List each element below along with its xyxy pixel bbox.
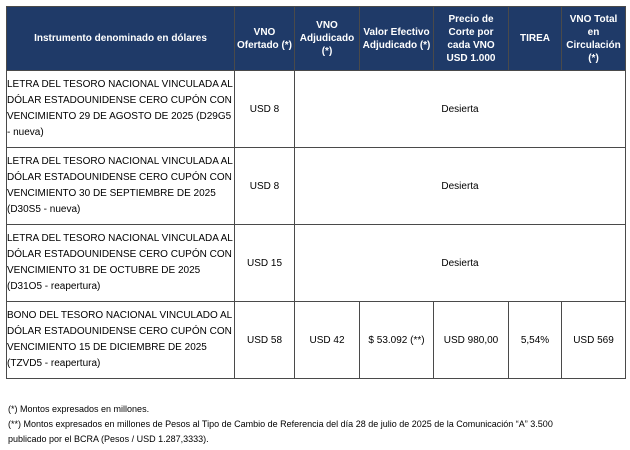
instrument-name: LETRA DEL TESORO NACIONAL VINCULADA AL DÓLAR ESTADOUNIDENSE CERO CUPÓN CON VENCIMIENTO 31 DE OCTUBRE DE 2025	[7, 233, 233, 276]
cut-price-cell: USD 980,00	[434, 302, 509, 379]
status-cell: Desierta	[295, 225, 626, 302]
footnote-amounts: (*) Montos expresados en millones.	[8, 404, 150, 414]
table-row	[7, 71, 626, 148]
instrument-name: BONO DEL TESORO NACIONAL VINCULADO AL DÓLAR ESTADOUNIDENSE CERO CUPÓN CON VENCIMIENTO 15 DE DICIEMBRE DE 2025	[7, 310, 232, 353]
instrument-cell	[7, 225, 235, 302]
footnote-exchange-rate: (**) Montos expresados en millones de Pesos al Tipo de Cambio de Referencia del día 28 de julio de 2025 de la Comunicación “A” 3.500	[8, 419, 553, 429]
vno-awarded-cell: USD 42	[295, 302, 360, 379]
table-row	[7, 148, 626, 225]
status-cell: Desierta	[295, 148, 626, 225]
header-cut-price: Precio de Corte por cada VNO USD 1.000	[434, 7, 509, 71]
table-header-row	[7, 7, 626, 71]
instrument-code: (D31O5 - reapertura)	[7, 281, 101, 292]
effective-value-cell: $ 53.092 (**)	[360, 302, 434, 379]
instrument-cell	[7, 148, 235, 225]
header-vno-awarded: VNO Adjudicado (*)	[295, 7, 360, 71]
vno-offered-cell: USD 8	[235, 148, 295, 225]
vno-offered-cell: USD 8	[235, 71, 295, 148]
table-row	[7, 302, 626, 379]
instrument-name: LETRA DEL TESORO NACIONAL VINCULADA AL DÓLAR ESTADOUNIDENSE CERO CUPÓN CON VENCIMIENTO 29 DE AGOSTO DE 2025	[7, 79, 233, 122]
header-vno-offered: VNO Ofertado (*)	[235, 7, 295, 71]
vno-offered-cell: USD 15	[235, 225, 295, 302]
header-vno-outstanding: VNO Total en Circulación (*)	[562, 7, 626, 71]
instrument-cell	[7, 302, 235, 379]
auction-results-table	[6, 6, 626, 379]
instrument-code: (D30S5 - nueva)	[7, 204, 81, 215]
instrument-code: (TZVD5 - reapertura)	[7, 358, 101, 369]
table-row	[7, 225, 626, 302]
instrument-cell	[7, 71, 235, 148]
tirea-cell: 5,54%	[509, 302, 562, 379]
vno-outstanding-cell: USD 569	[562, 302, 626, 379]
instrument-code: (D29G5 - nueva)	[7, 111, 232, 138]
instrument-name: LETRA DEL TESORO NACIONAL VINCULADA AL DÓLAR ESTADOUNIDENSE CERO CUPÓN CON VENCIMIENTO 30 DE SEPTIEMBRE DE 2025	[7, 156, 233, 199]
header-tirea: TIREA	[509, 7, 562, 71]
vno-offered-cell: USD 58	[235, 302, 295, 379]
header-effective-value: Valor Efectivo Adjudicado (*)	[360, 7, 434, 71]
footnote-exchange-rate-cont: publicado por el BCRA (Pesos / USD 1.287,3333).	[8, 434, 209, 444]
status-cell: Desierta	[295, 71, 626, 148]
footnotes	[8, 402, 623, 447]
header-instrument: Instrumento denominado en dólares	[7, 7, 235, 71]
